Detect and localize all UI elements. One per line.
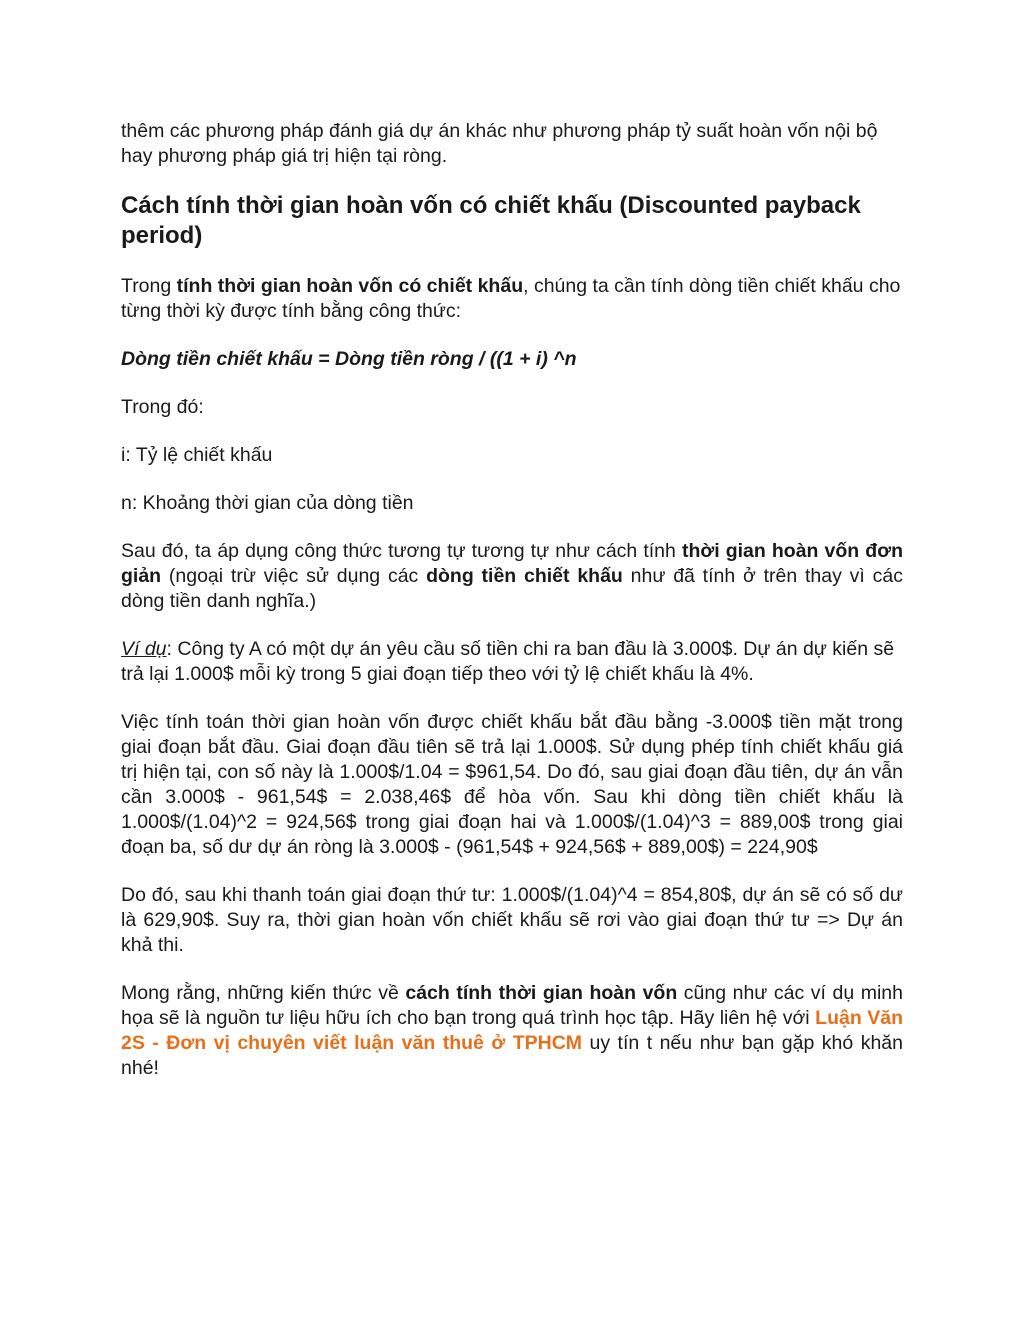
text-run: uy tín t nếu như bạn gặp khó khăn nhé! xyxy=(121,1032,903,1079)
where-label: Trong đó: xyxy=(121,396,204,418)
example-label: Ví dụ xyxy=(121,638,167,660)
bold-term: thời gian hoàn vốn đơn giản xyxy=(121,540,903,587)
formula: Dòng tiền chiết khấu = Dòng tiền ròng / ((1 + i) ^n xyxy=(121,348,577,370)
text-run: Trong xyxy=(121,275,177,297)
bold-term: cách tính thời gian hoàn vốn xyxy=(405,982,678,1004)
text-run: (ngoại trừ việc sử dụng các xyxy=(161,565,427,587)
definition-i: i: Tỷ lệ chiết khấu xyxy=(121,444,273,466)
text-run: Mong rằng, những kiến thức về xyxy=(121,982,406,1004)
document-page xyxy=(121,119,903,1081)
bold-term: tính thời gian hoàn vốn có chiết khấu xyxy=(176,275,524,297)
paragraph-conclusion: Do đó, sau khi thanh toán giai đoạn thứ tư: 1.000$/(1.04)^4 = 854,80$, dự án sẽ có số dư là 629,90$. Suy ra, thời gian hoàn vốn chiết khấu sẽ rơi vào giai đoạn thứ tư => Dự án khả thi. xyxy=(121,884,903,956)
paragraph-example xyxy=(121,637,903,687)
definition-n: n: Khoảng thời gian của dòng tiền xyxy=(121,492,414,514)
paragraph-formula-intro xyxy=(121,274,903,324)
paragraph-calculation: Việc tính toán thời gian hoàn vốn được chiết khấu bắt đầu bằng -3.000$ tiền mặt trong giai đoạn bắt đầu. Giai đoạn đầu tiên sẽ trả lại 1.000$. Sử dụng phép tính chiết khấu giá trị hiện tại, con số này là 1.000$/1.04 = $961,54. Do đó, sau giai đoạn đầu tiên, dự án vẫn cần 3.000$ - 961,54$ = 2.038,46$ để hòa vốn. Sau khi dòng tiền chiết khấu là 1.000$/(1.04)^2 = 924,56$ trong giai đoạn hai và 1.000$/(1.04)^3 = 889,00$ trong giai đoạn ba, số dư dự án ròng là 3.000$ - (961,54$ + 924,56$ + 889,00$) = 224,90$ xyxy=(121,711,903,858)
brand-link[interactable]: Luận Văn 2S - Đơn vị chuyên viết luận văn thuê ở TPHCM xyxy=(121,1007,903,1054)
text-run: cũng như các ví dụ minh họa sẽ là nguồn tư liệu hữu ích cho bạn trong quá trình học tập. Hãy liên hệ với xyxy=(121,982,903,1029)
paragraph-apply xyxy=(121,539,903,614)
intro-paragraph: thêm các phương pháp đánh giá dự án khác như phương pháp tỷ suất hoàn vốn nội bộ hay phương pháp giá trị hiện tại ròng. xyxy=(121,120,878,167)
text-run: , chúng ta cần tính dòng tiền chiết khấu cho từng thời kỳ được tính bằng công thức: xyxy=(121,275,901,322)
text-run: như đã tính ở trên thay vì các dòng tiền danh nghĩa.) xyxy=(121,565,903,612)
text-run: Sau đó, ta áp dụng công thức tương tự tương tự như cách tính xyxy=(121,540,682,562)
section-heading: Cách tính thời gian hoàn vốn có chiết khấu (Discounted payback period) xyxy=(121,192,861,249)
paragraph-closing xyxy=(121,981,903,1081)
bold-term: dòng tiền chiết khấu xyxy=(426,565,623,587)
text-run: : Công ty A có một dự án yêu cầu số tiền chi ra ban đầu là 3.000$. Dự án dự kiến sẽ trả lại 1.000$ mỗi kỳ trong 5 giai đoạn tiếp theo với tỷ lệ chiết khấu là 4%. xyxy=(121,638,895,685)
